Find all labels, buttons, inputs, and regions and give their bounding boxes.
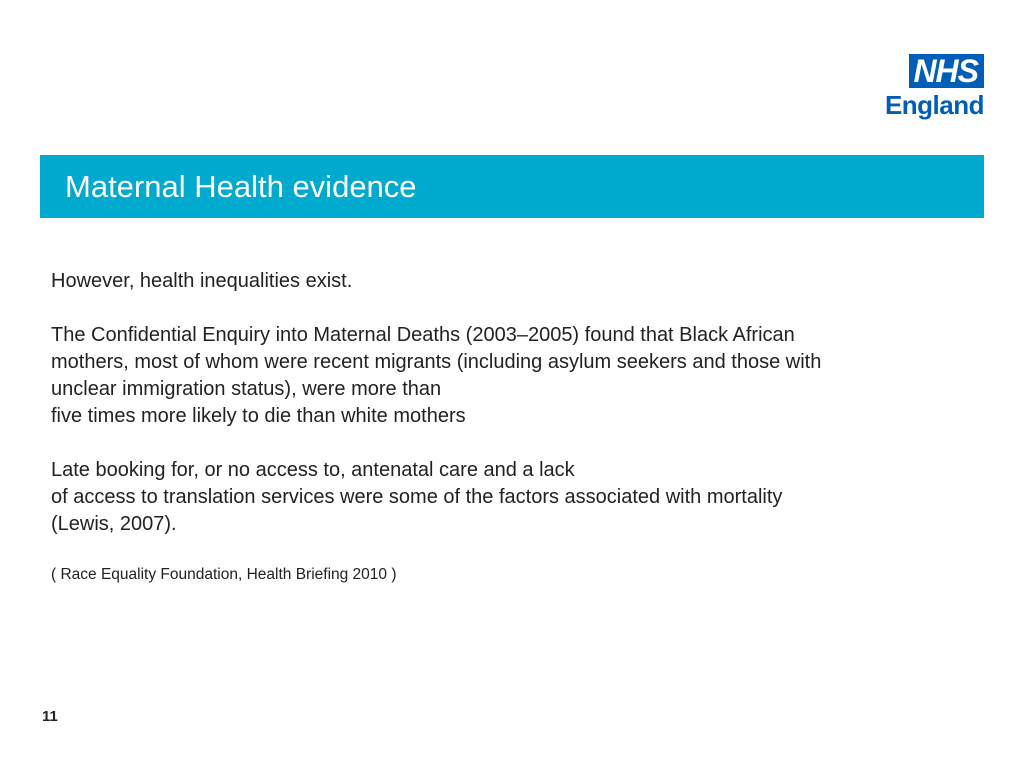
nhs-logo-box: NHS [909,54,984,88]
enquiry-line-4: five times more likely to die than white mothers [51,405,466,427]
paragraph-enquiry [51,322,971,430]
enquiry-line-1: The Confidential Enquiry into Maternal Deaths (2003–2005) found that Black African [51,324,795,346]
page-number: 11 [42,708,58,725]
nhs-england-logo [874,54,984,120]
source-citation: ( Race Equality Foundation, Health Briefing 2010 ) [51,566,397,583]
factors-line-1: Late booking for, or no access to, antenatal care and a lack [51,459,575,481]
title-bar [40,155,984,218]
nhs-logo-region: England [884,90,984,120]
slide-title: Maternal Health evidence [65,169,417,204]
slide-content [51,268,971,612]
enquiry-line-3: unclear immigration status), were more than [51,378,442,400]
factors-line-3: (Lewis, 2007). [51,513,177,535]
factors-line-2: of access to translation services were some of the factors associated with mortality [51,486,783,508]
enquiry-line-2: mothers, most of whom were recent migrants (including asylum seekers and those with [51,351,822,373]
paragraph-inequalities: However, health inequalities exist. [51,270,353,292]
paragraph-factors [51,457,971,538]
